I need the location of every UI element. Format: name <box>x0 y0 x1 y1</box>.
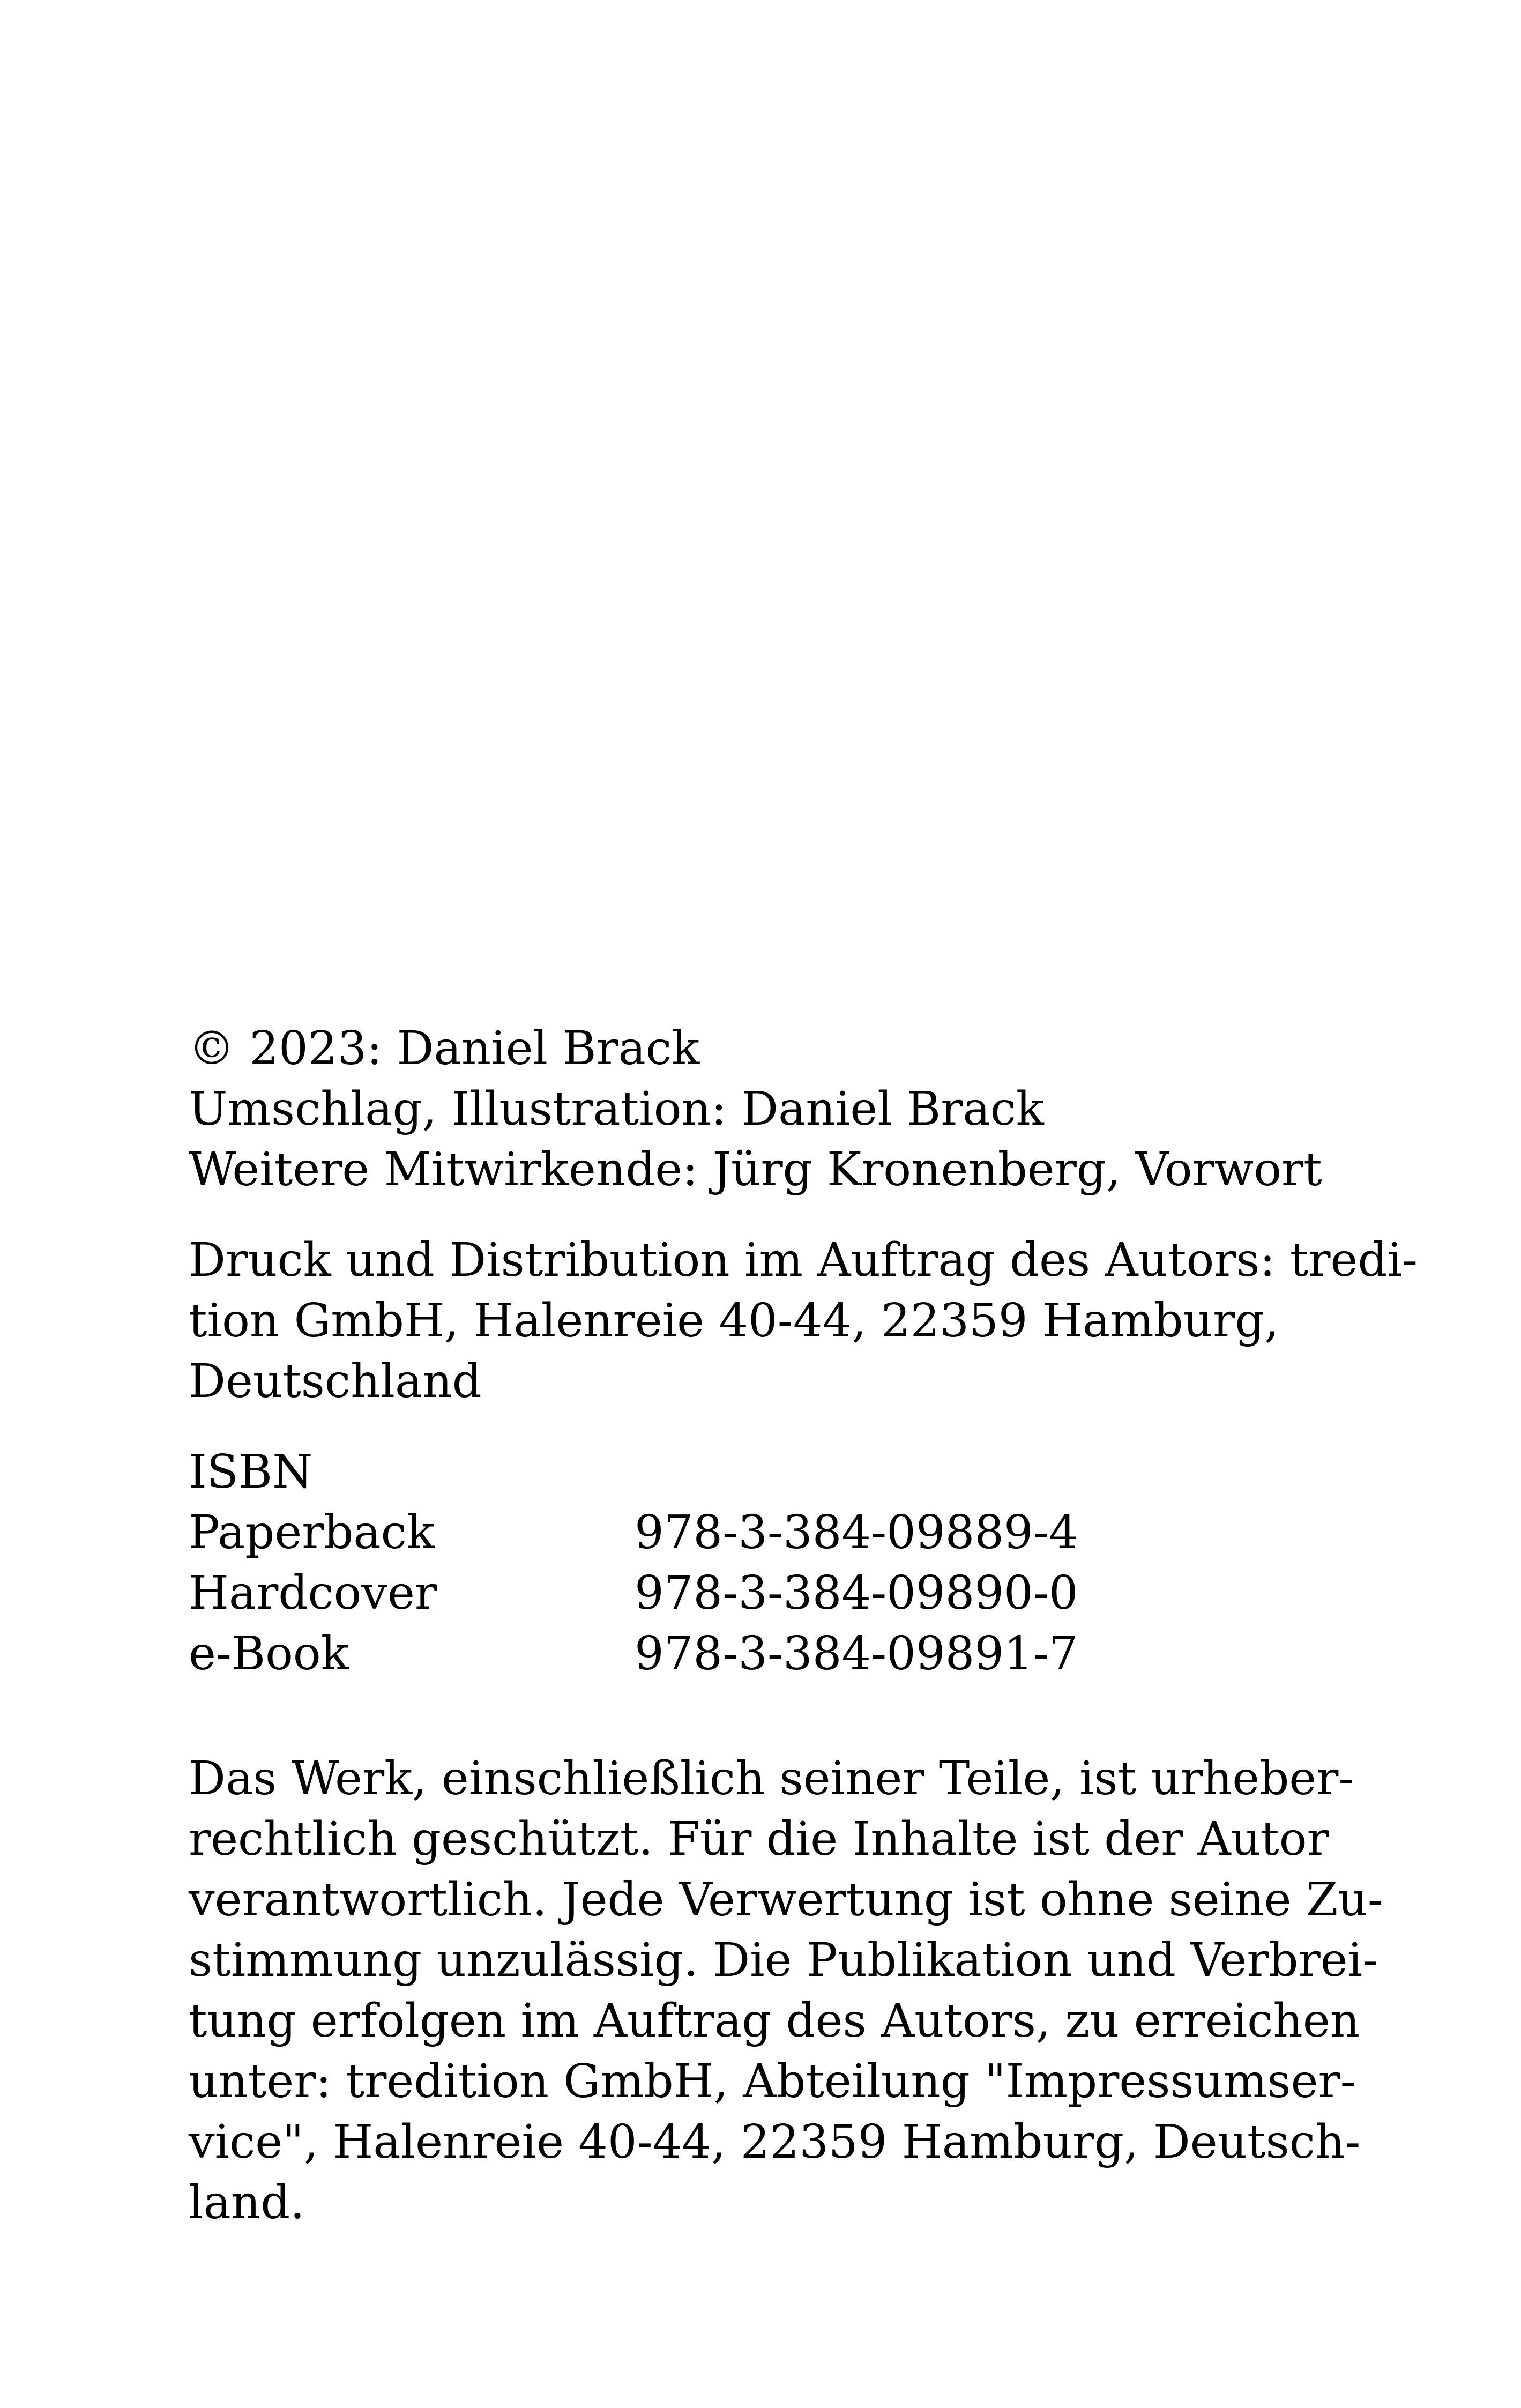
notice-line-7: vice", Halenreie 40-44, 22359 Hamburg, Deutsch- <box>189 2115 1361 2169</box>
isbn-label: Paperback <box>189 1506 435 1559</box>
cover-illustration-credit: Umschlag, Illustration: Daniel Brack <box>189 1082 1044 1136</box>
isbn-heading: ISBN <box>189 1445 313 1499</box>
isbn-number: 978-3-384-09889-4 <box>635 1506 1078 1559</box>
notice-line-3: verantwortlich. Jede Verwertung ist ohne seine Zu- <box>189 1873 1383 1927</box>
distribution-line-2: tion GmbH, Halenreie 40-44, 22359 Hamburg, <box>189 1294 1279 1348</box>
isbn-row-ebook <box>189 1624 1303 1684</box>
contributors-credit: Weitere Mitwirkende: Jürg Kronenberg, Vorwort <box>189 1143 1322 1196</box>
notice-line-8: land. <box>189 2176 305 2229</box>
distribution-line-1: Druck und Distribution im Auftrag des Autors: tredi- <box>189 1233 1418 1287</box>
isbn-block <box>189 1442 1303 1684</box>
copyright-notice <box>189 1749 1383 2233</box>
isbn-label: e-Book <box>189 1627 349 1681</box>
notice-line-2: rechtlich geschützt. Für die Inhalte ist der Autor <box>189 1812 1329 1866</box>
isbn-number: 978-3-384-09890-0 <box>635 1566 1078 1620</box>
spacer <box>189 1200 1303 1230</box>
notice-line-1: Das Werk, einschließlich seiner Teile, ist urheber- <box>189 1752 1354 1805</box>
copyright-line: © 2023: Daniel Brack <box>189 1022 700 1075</box>
notice-line-4: stimmung unzulässig. Die Publikation und Verbrei- <box>189 1934 1378 1987</box>
spacer <box>189 1684 1303 1749</box>
distribution-line-3: Deutschland <box>189 1355 482 1408</box>
isbn-number: 978-3-384-09891-7 <box>635 1627 1078 1681</box>
isbn-row-hardcover <box>189 1563 1303 1624</box>
notice-line-6: unter: tredition GmbH, Abteilung "Impressumser- <box>189 2055 1356 2108</box>
spacer <box>189 1412 1303 1442</box>
isbn-label: Hardcover <box>189 1566 437 1620</box>
distribution-block <box>189 1230 1418 1412</box>
credits-block <box>189 1019 1322 1200</box>
isbn-row-paperback <box>189 1503 1303 1563</box>
imprint-page <box>189 1019 1418 2233</box>
notice-line-5: tung erfolgen im Auftrag des Autors, zu erreichen <box>189 1994 1360 2048</box>
